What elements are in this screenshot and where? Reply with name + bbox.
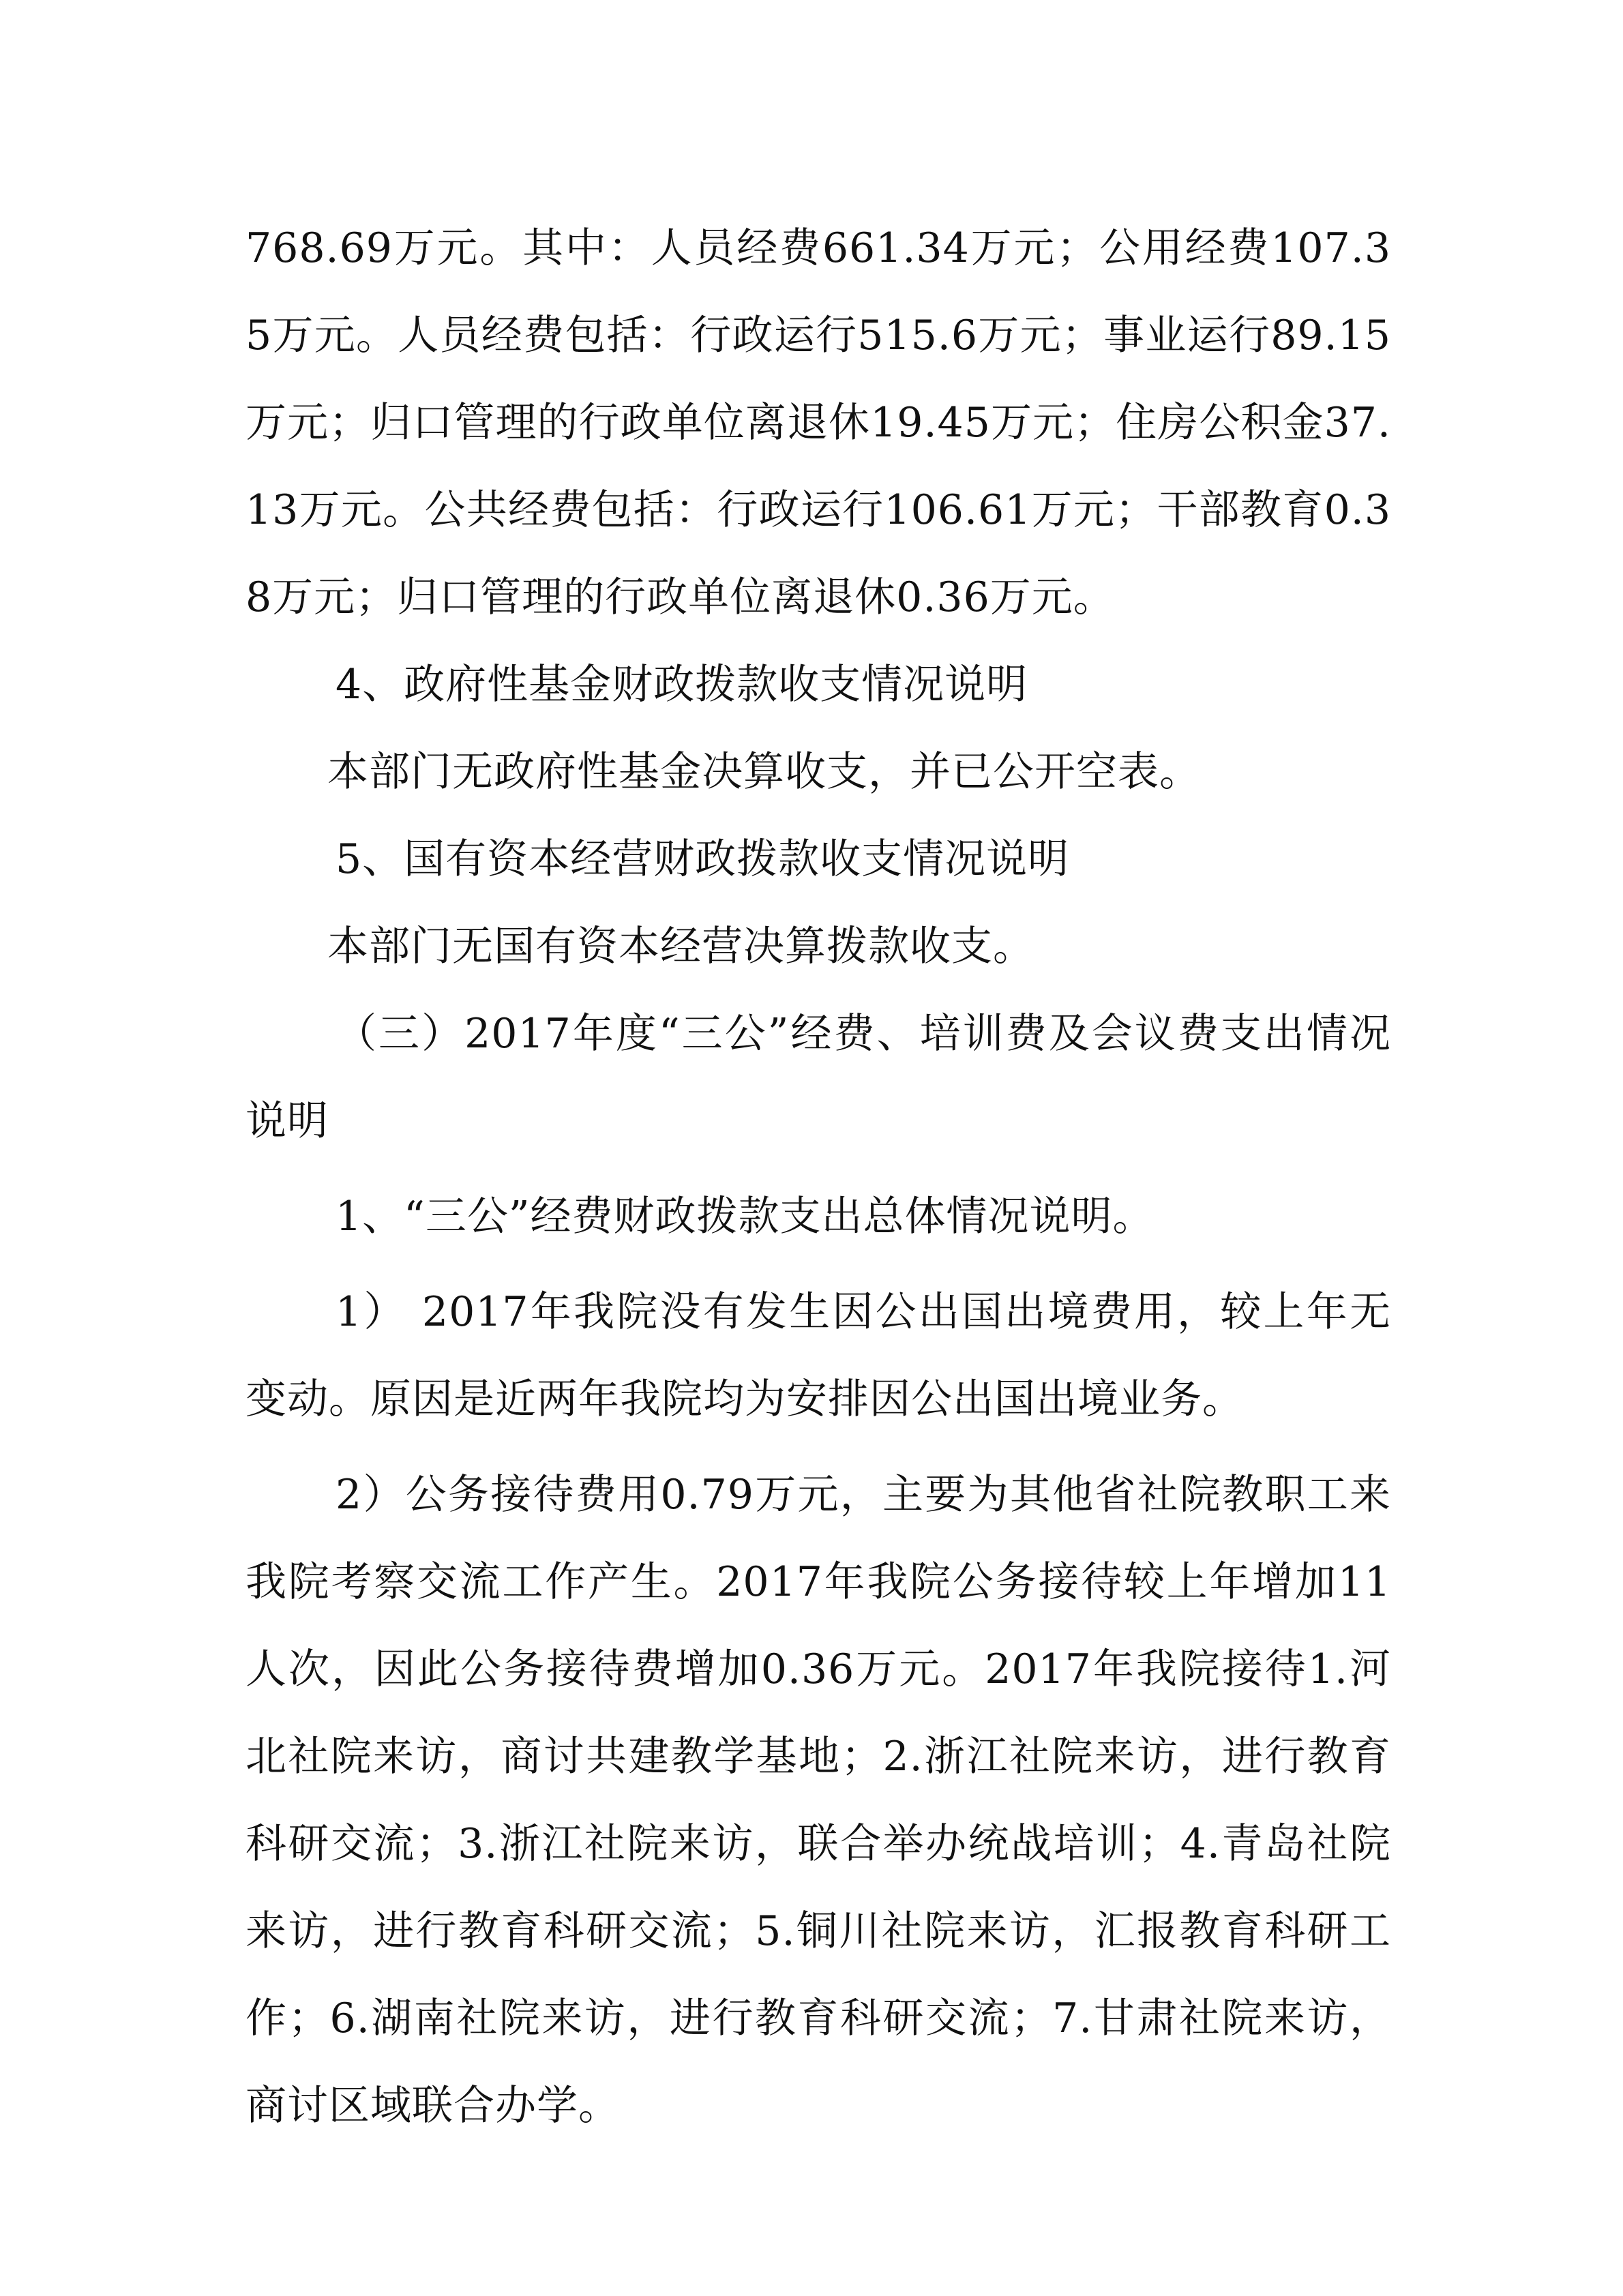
expenditure-breakdown-paragraph: 768.69万元。其中：人员经费661.34万元；公用经费107.35万元。人员经费包括：行政运行515.6万元；事业运行89.15万元；归口管理的行政单位离退休19.45万元；住房公积金37.13万元。公共经费包括：行政运行106.61万元；干部教育0.38万元；归口管理的行政单位离退休0.36万元。 <box>245 224 1391 621</box>
section-heading-three-public-expenses: （三）2017年度“三公”经费、培训费及会议费支出情况说明 <box>245 1010 1391 1145</box>
section-heading-government-fund: 4、政府性基金财政拨款收支情况说明 <box>336 661 1028 709</box>
overseas-travel-paragraph: 1） 2017年我院没有发生因公出国出境费用，较上年无变动。原因是近两年我院均为安排因公出国出境业务。 <box>245 1288 1391 1423</box>
subsection-heading-overall: 1、“三公”经费财政拨款支出总体情况说明。 <box>336 1193 1155 1240</box>
government-fund-paragraph: 本部门无政府性基金决算收支，并已公开空表。 <box>327 748 1201 796</box>
section-heading-state-capital: 5、国有资本经营财政拨款收支情况说明 <box>336 835 1070 883</box>
official-reception-paragraph: 2）公务接待费用0.79万元，主要为其他省社院教职工来我院考察交流工作产生。2017年我院公务接待较上年增加11人次，因此公务接待费增加0.36万元。2017年我院接待1.河北社院来访，商讨共建教学基地；2.浙江社院来访，进行教育科研交流；3.浙江社院来访，联合举办统战培训；4.青岛社院来访，进行教育科研交流；5.铜川社院来访，汇报教育科研工作；6.湖南社院来访，进行教育科研交流；7.甘肃社院来访，商讨区域联合办学。 <box>245 1471 1391 2130</box>
document-body <box>245 205 1391 2149</box>
state-capital-paragraph: 本部门无国有资本经营决算拨款收支。 <box>327 923 1034 970</box>
